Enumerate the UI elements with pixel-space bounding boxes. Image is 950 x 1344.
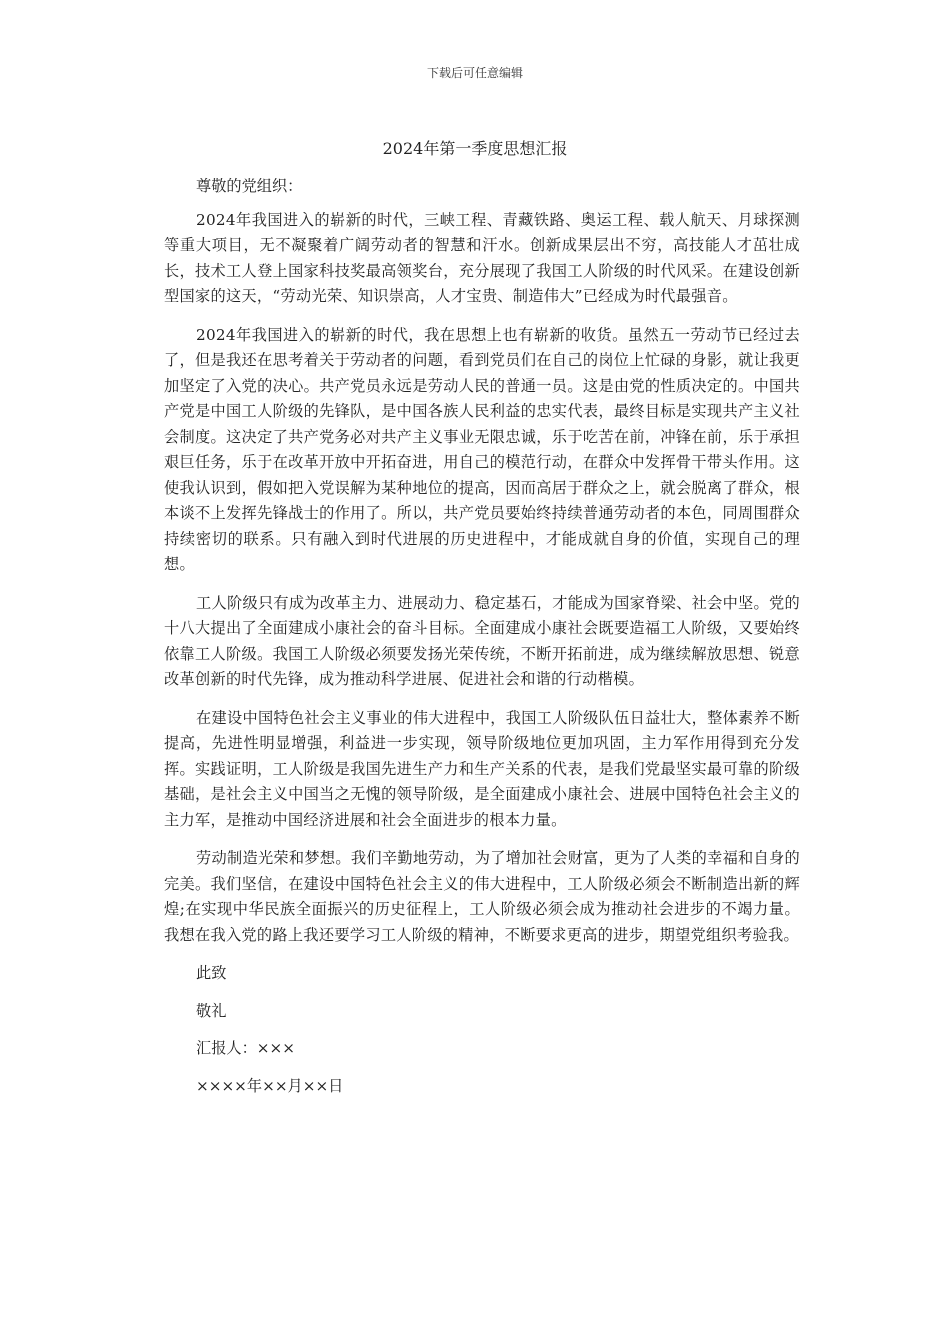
closing-line-2: 敬礼 <box>196 1001 227 1020</box>
body-paragraph-3: 工人阶级只有成为改革主力、进展动力、稳定基石，才能成为国家脊梁、社会中坚。党的十八大提出了全面建成小康社会的奋斗目标。全面建成小康社会既要造福工人阶级，又要始终依靠工人阶级。我国工人阶级必须要发扬光荣传统，不断开拓前进，成为继续解放思想、锐意改革创新的时代先锋，成为推动科学进展、促进社会和谐的行动楷模。 <box>164 593 801 688</box>
body-paragraph-1: 2024年我国进入的崭新的时代，三峡工程、青藏铁路、奥运工程、载人航天、月球探测等重大项目，无不凝聚着广阔劳动者的智慧和汗水。创新成果层出不穷，高技能人才茁壮成长，技术工人登上国家科技奖最高领奖台，充分展现了我国工人阶级的时代风采。在建设创新型国家的这天，“劳动光荣、知识崇高，人才宝贵、制造伟大”已经成为时代最强音。 <box>164 210 800 305</box>
page-header-note: 下载后可任意编辑 <box>426 66 523 80</box>
document-body <box>164 174 800 1111</box>
report-date: ××××年××月××日 <box>196 1076 344 1095</box>
body-paragraph-5: 劳动制造光荣和梦想。我们辛勤地劳动，为了增加社会财富，更为了人类的幸福和自身的完美。我们坚信，在建设中国特色社会主义的伟大进程中，工人阶级必须会不断制造出新的辉煌;在实现中华民族全面振兴的历史征程上，工人阶级必须会成为推动社会进步的不竭力量。我想在我入党的路上我还要学习工人阶级的精神，不断要求更高的进步，期望党组织考验我。 <box>164 849 801 944</box>
salutation: 尊敬的党组织： <box>196 177 303 195</box>
body-paragraph-2: 2024年我国进入的崭新的时代，我在思想上也有崭新的收货。虽然五一劳动节已经过去了，但是我还在思考着关于劳动者的问题，看到党员们在自己的岗位上忙碌的身影，就让我更加坚定了入党的决心。共产党员永远是劳动人民的普通一员。这是由党的性质决定的。中国共产党是中国工人阶级的先锋队，是中国各族人民利益的忠实代表，最终目标是实现共产主义社会制度。这决定了共产党务必对共产主义事业无限忠诚，乐于吃苦在前，冲锋在前，乐于承担艰巨任务，乐于在改革开放中开拓奋进，用自己的模范行动，在群众中发挥骨干带头作用。这使我认识到，假如把入党误解为某种地位的提高，因而高居于群众之上，就会脱离了群众，根本谈不上发挥先锋战士的作用了。所以，共产党员要始终持续普通劳动者的本色，同周围群众持续密切的联系。只有融入到时代进展的历史进程中，才能成就自身的价值，实现自己的理想。 <box>164 325 800 573</box>
closing-line-1: 此致 <box>196 964 227 982</box>
body-paragraph-4: 在建设中国特色社会主义事业的伟大进程中，我国工人阶级队伍日益壮大，整体素养不断提高，先进性明显增强，利益进一步实现，领导阶级地位更加巩固，主力军作用得到充分发挥。实践证明，工人阶级是我国先进生产力和生产关系的代表，是我们党最坚实最可靠的阶级基础，是社会主义中国当之无愧的领导阶级，是全面建成小康社会、进展中国特色社会主义的主力军，是推动中国经济进展和社会全面进步的根本力量。 <box>164 708 801 829</box>
reporter-signature: 汇报人：××× <box>196 1039 295 1057</box>
document-title: 2024年第一季度思想汇报 <box>382 139 568 158</box>
